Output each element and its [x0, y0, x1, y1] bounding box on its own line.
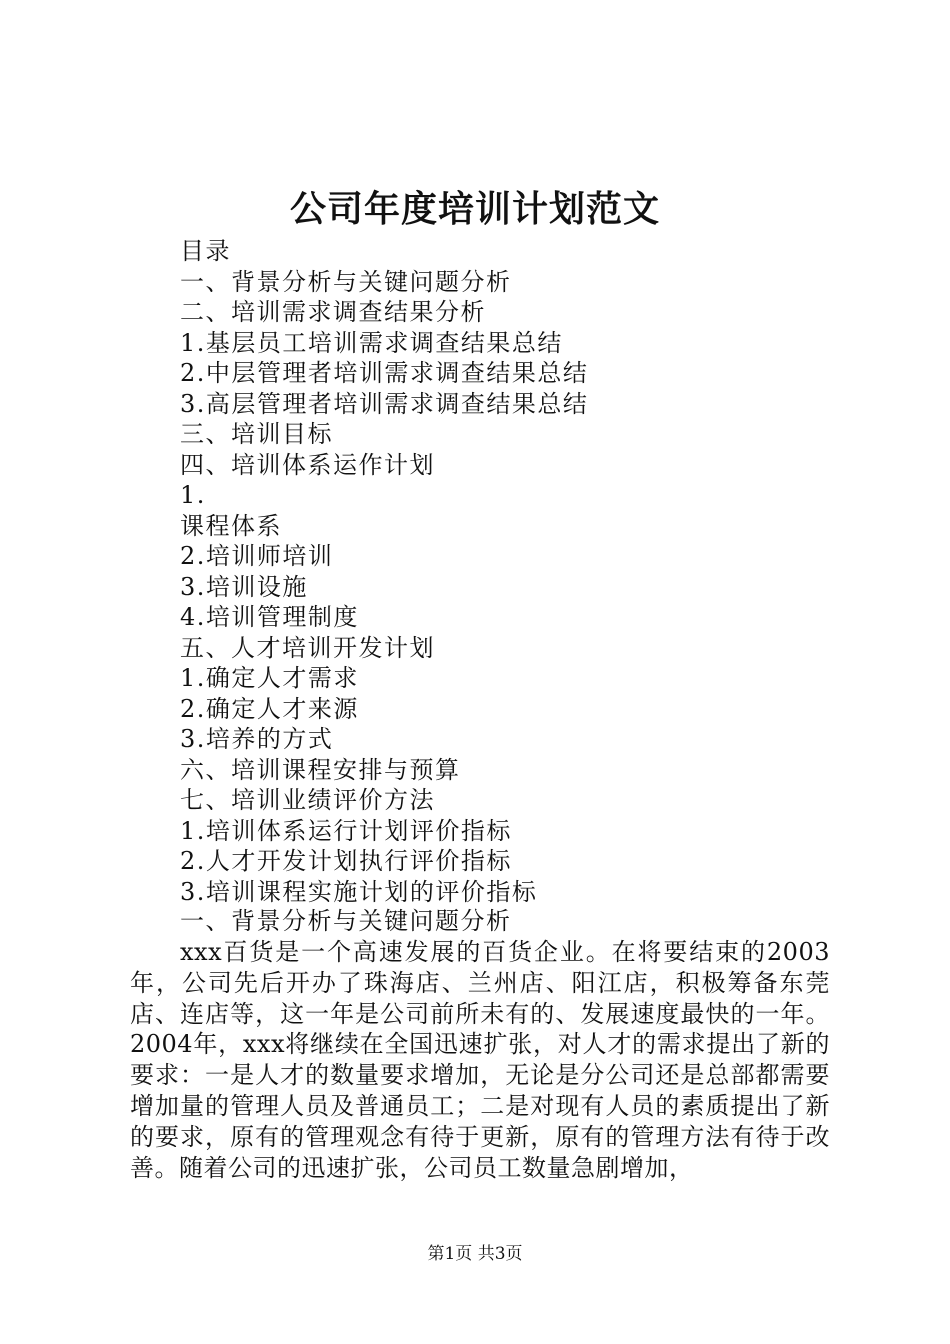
toc-item: 二、培训需求调查结果分析: [180, 298, 486, 326]
toc-item: 1.培训体系运行计划评价指标: [180, 816, 512, 845]
page-number-footer: 第1页 共3页: [427, 1244, 523, 1264]
toc-item: 四、培训体系运作计划: [180, 450, 435, 479]
toc-item: 4.培训管理制度: [180, 603, 359, 631]
toc-item: 3.培训课程实施计划的评价指标: [180, 877, 538, 906]
page-title: 公司年度培训计划范文: [289, 188, 660, 230]
toc-item: 1.基层员工培训需求调查结果总结: [180, 328, 563, 357]
toc-item: 2.培训师培训: [180, 542, 334, 570]
toc-item: 五、人才培训开发计划: [180, 633, 435, 662]
toc-item: 七、培训业绩评价方法: [180, 786, 435, 814]
toc-item: 3.培养的方式: [180, 725, 334, 753]
toc-item: 2.确定人才来源: [180, 694, 359, 723]
toc-item: 一、背景分析与关键问题分析: [180, 267, 512, 296]
section-heading: 一、背景分析与关键问题分析: [180, 907, 512, 935]
toc-item: 课程体系: [180, 511, 282, 540]
toc-item: 1.: [180, 481, 206, 509]
toc-item: 3.高层管理者培训需求调查结果总结: [180, 389, 589, 418]
toc-item: 3.培训设施: [180, 572, 308, 601]
toc-item: 2.中层管理者培训需求调查结果总结: [180, 359, 589, 387]
toc-item: 三、培训目标: [180, 420, 333, 448]
body-paragraph: xxx百货是一个高速发展的百货企业。在将要结束的2003年，公司先后开办了珠海店、兰州店、阳江店，积极筹备东莞店、连店等，这一年是公司前所未有的、发展速度最快的一年。2004年，xxx将继续在全国迅速扩张，对人才的需求提出了新的要求：一是人才的数量要求增加，无论是分公司还是总部都需要增加量的管理人员及普通员工；二是对现有人员的素质提出了新的要求，原有的管理观念有待于更新，原有的管理方法有待于改善。随着公司的迅速扩张，公司员工数量急剧增加，: [130, 938, 830, 1182]
toc-item: 1.确定人才需求: [180, 664, 359, 692]
toc-item: 2.人才开发计划执行评价指标: [180, 847, 512, 875]
toc-heading: 目录: [180, 237, 231, 265]
toc-item: 六、培训课程安排与预算: [180, 755, 461, 784]
table-of-contents: [180, 236, 588, 907]
